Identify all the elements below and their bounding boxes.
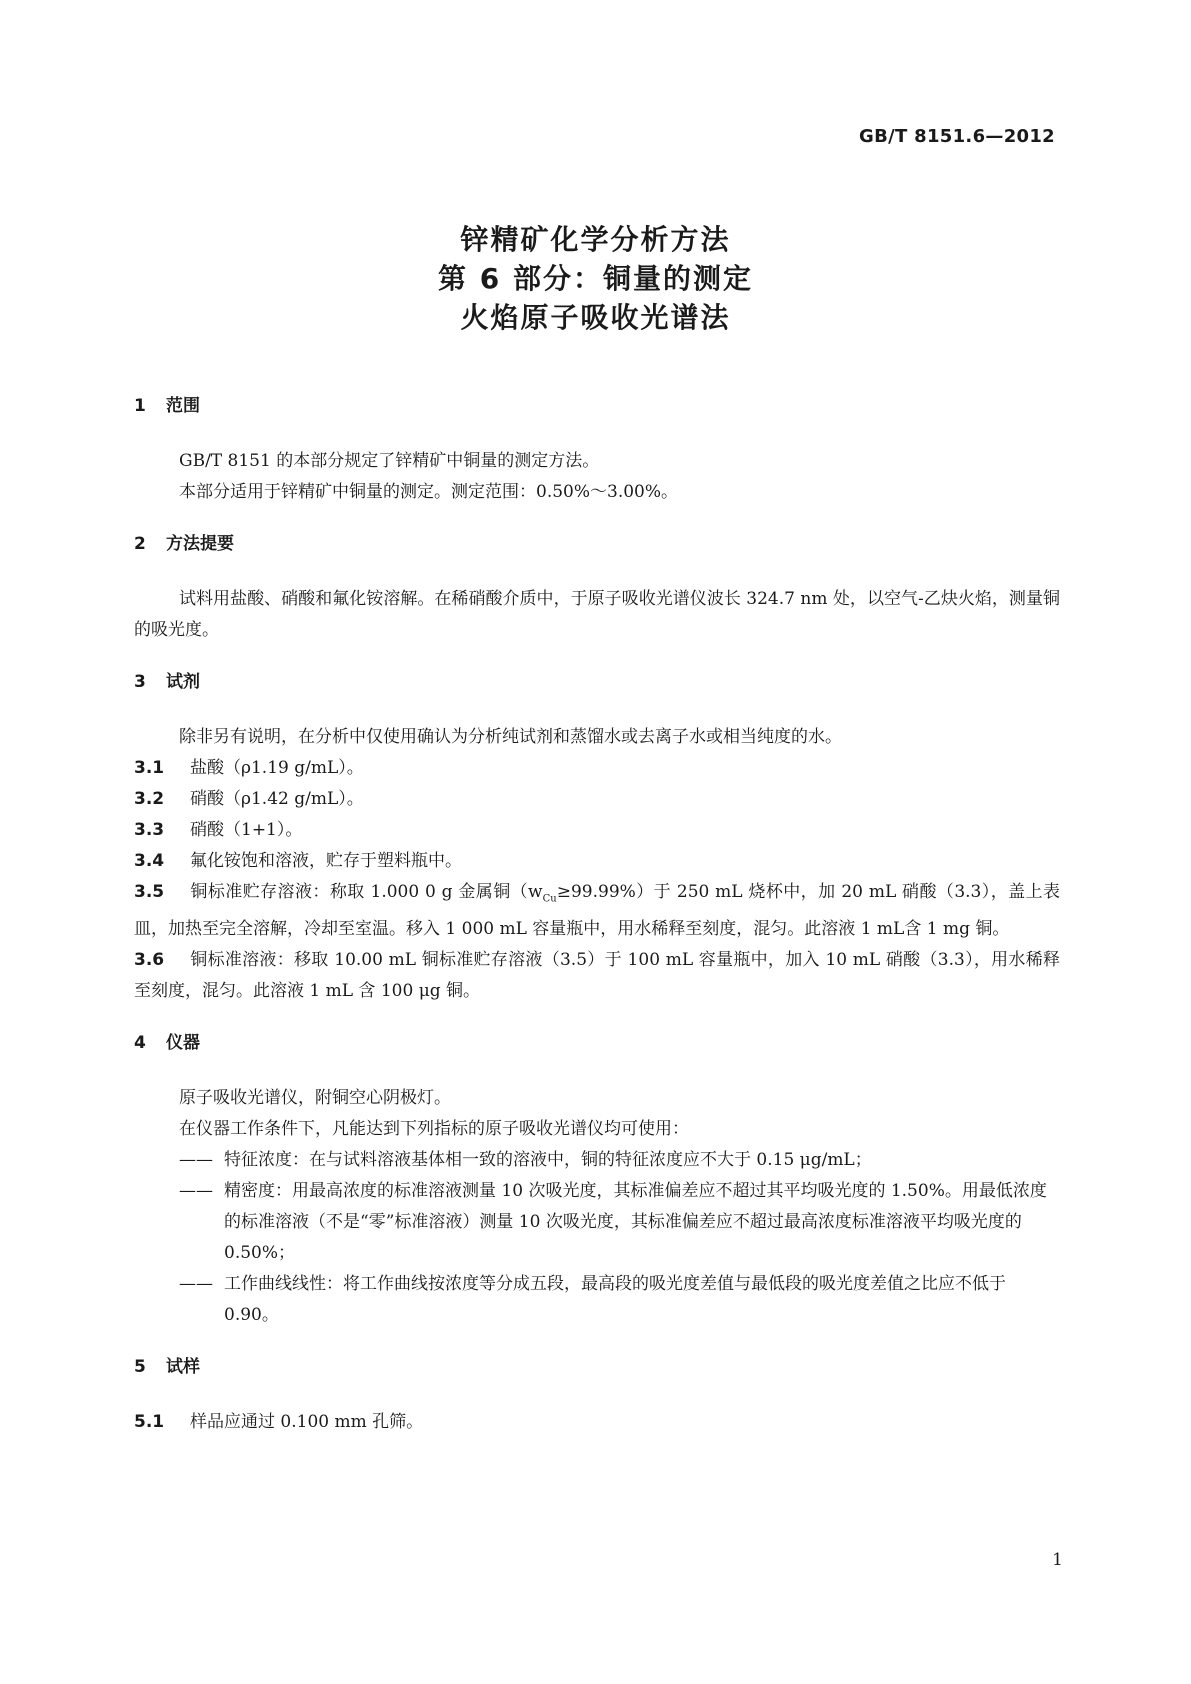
paragraph: GB/T 8151 的本部分规定了锌精矿中铜量的测定方法。 <box>179 451 600 471</box>
clause-number: 3.4 <box>134 851 165 871</box>
dash-list-item <box>134 1269 1060 1331</box>
paragraph: 除非另有说明，在分析中仅使用确认为分析纯试剂和蒸馏水或去离子水或相当纯度的水。 <box>179 727 842 747</box>
dash-text: 精密度：用最高浓度的标准溶液测量 10 次吸光度，其标准偏差应不超过其平均吸光度的 1.50%。用最低浓度的标准溶液（不是“零”标准溶液）测量 10 次吸光度，其标准偏差应不超过最高浓度标准溶液平均吸光度的 0.50%； <box>224 1181 1047 1264</box>
paragraph: 原子吸收光谱仪，附铜空心阴极灯。 <box>179 1088 451 1109</box>
clause-item <box>134 877 1060 945</box>
dash-mark: —— <box>179 1274 213 1295</box>
clause-number: 3.3 <box>134 820 165 840</box>
section-heading-principle <box>134 530 1060 558</box>
clause-item <box>134 784 1060 815</box>
clause-number: 5.1 <box>134 1412 165 1433</box>
clause-text: 氟化铵饱和溶液，贮存于塑料瓶中。 <box>190 851 462 871</box>
section-title: 试剂 <box>166 672 200 692</box>
dash-text: 特征浓度：在与试料溶液基体相一致的溶液中，铜的特征浓度应不大于 0.15 μg/mL； <box>224 1150 872 1171</box>
clause-item <box>134 753 1060 784</box>
clause-number: 3.6 <box>134 950 165 971</box>
section-heading-scope <box>134 392 1060 420</box>
title-line-1: 锌精矿化学分析方法 <box>460 223 731 256</box>
clause-number: 3.2 <box>134 789 165 809</box>
document-body <box>134 392 1060 1438</box>
clause-text: 铜标准贮存溶液：称取 1.000 0 g 金属铜（w <box>190 882 543 902</box>
clause-item <box>134 846 1060 877</box>
section-number: 1 <box>134 396 146 416</box>
clause-text: 样品应通过 0.100 mm 孔筛。 <box>190 1412 424 1433</box>
title-line-2: 第 6 部分：铜量的测定 <box>438 262 753 295</box>
dash-list-item <box>134 1176 1060 1269</box>
clause-number: 3.1 <box>134 758 165 778</box>
clause-text: ≥99.99%）于 250 mL 烧杯中，加 20 mL 硝酸（3.3），盖上表皿，加热至完全溶解，冷却至室温。移入 1 000 mL 容量瓶中，用水稀释至刻度，混匀。此溶液 1 mL含 1 mg 铜。 <box>134 882 1060 940</box>
dash-list-item <box>134 1145 1060 1176</box>
clause-text: 硝酸（1+1）。 <box>190 820 303 840</box>
clause-number: 3.5 <box>134 882 165 902</box>
section-number: 2 <box>134 534 146 554</box>
clause-text: 铜标准溶液：移取 10.00 mL 铜标准贮存溶液（3.5）于 100 mL 容量瓶中，加入 10 mL 硝酸（3.3），用水稀释至刻度，混匀。此溶液 1 mL 含 100 μg 铜。 <box>134 950 1060 1002</box>
clause-text: 硝酸（ρ1.42 g/mL）。 <box>190 789 364 809</box>
standard-code: GB/T 8151.6—2012 <box>859 126 1055 147</box>
section-title: 范围 <box>166 396 200 416</box>
dash-mark: —— <box>179 1150 213 1171</box>
section-number: 3 <box>134 672 146 692</box>
section-number: 5 <box>134 1357 146 1378</box>
section-heading-apparatus <box>134 1029 1060 1057</box>
section-heading-reagents <box>134 668 1060 696</box>
document-title <box>0 220 1191 337</box>
page-number: 1 <box>1052 1550 1063 1570</box>
clause-item <box>134 945 1060 1007</box>
paragraph: 试料用盐酸、硝酸和氟化铵溶解。在稀硝酸介质中，于原子吸收光谱仪波长 324.7 nm 处，以空气-乙炔火焰，测量铜的吸光度。 <box>134 589 1060 640</box>
section-title: 方法提要 <box>166 534 234 554</box>
clause-item <box>134 1407 1060 1438</box>
paragraph: 本部分适用于锌精矿中铜量的测定。测定范围：0.50%～3.00%。 <box>179 482 679 502</box>
section-title: 试样 <box>166 1357 200 1378</box>
title-line-3: 火焰原子吸收光谱法 <box>460 301 731 334</box>
section-title: 仪器 <box>166 1033 200 1054</box>
section-number: 4 <box>134 1033 146 1054</box>
section-heading-sample <box>134 1353 1060 1381</box>
dash-mark: —— <box>179 1181 213 1202</box>
paragraph: 在仪器工作条件下，凡能达到下列指标的原子吸收光谱仪均可使用： <box>179 1119 689 1140</box>
clause-text: 盐酸（ρ1.19 g/mL）。 <box>190 758 364 778</box>
clause-item <box>134 815 1060 846</box>
subscript: Cu <box>542 893 557 905</box>
dash-text: 工作曲线线性：将工作曲线按浓度等分成五段，最高段的吸光度差值与最低段的吸光度差值之比应不低于 0.90。 <box>224 1274 1006 1326</box>
